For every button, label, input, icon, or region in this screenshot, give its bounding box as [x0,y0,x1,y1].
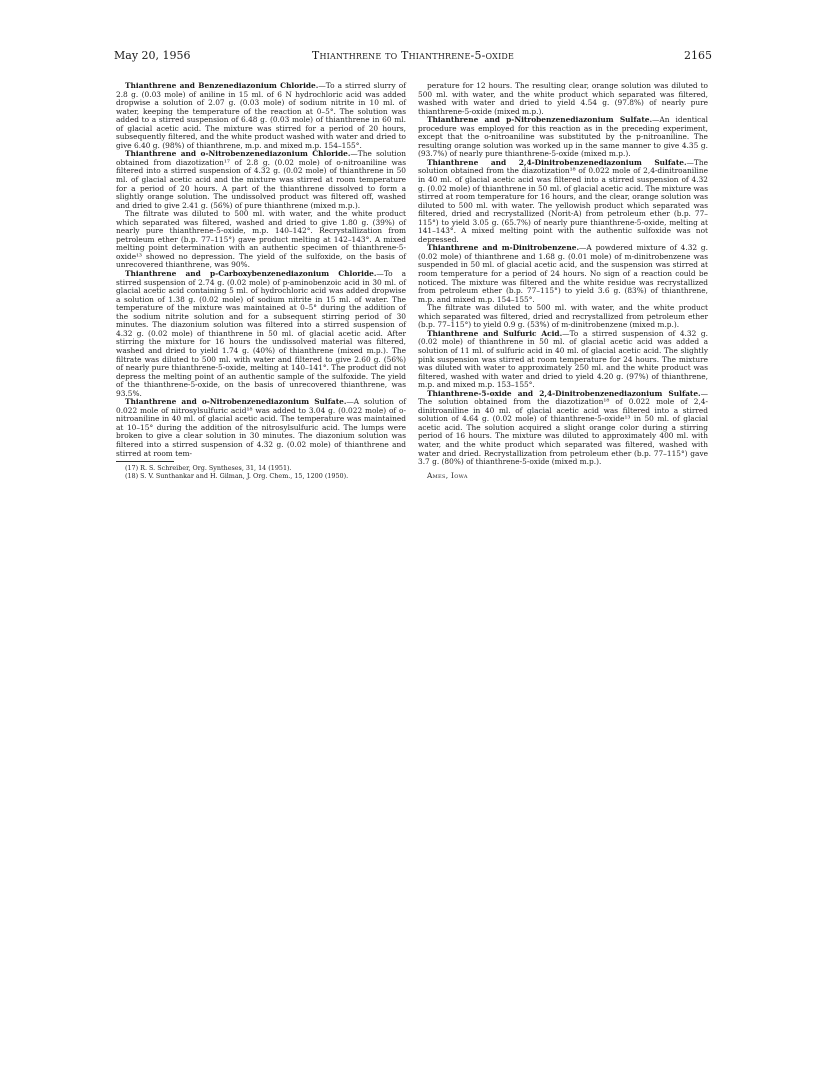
paragraph-text: perature for 12 hours. The resulting clear, orange solution was diluted to 500 ml. with water, and the white product which separated was filtered, washed with water and dried to yield 4.54 g. (97.8%) of nearly pure thianthrene-5-oxide (mixed m.p.). [418,81,708,116]
paragraph-text: The filtrate was diluted to 500 ml. with water, and the white product which separated was filtered, dried and recrystallized from petroleum ether (b.p. 77–115°) to yield 0.9 g. (53%) of m-dinitrobenzene (mixed m.p.). [418,303,708,330]
paragraph [418,330,708,390]
header-date: May 20, 1956 [114,49,191,62]
paragraph [116,210,406,270]
paragraph-text: The filtrate was diluted to 500 ml. with water, and the white product which separated was filtered, washed and dried to give 1.80 g. (39%) of nearly pure thianthrene-5-oxide, m.p. 140–142°. Recrystallization from petroleum ether (b.p. 77–115°) gave product melting at 142–143°. A mixed melting point determination with an authentic specimen of thianthrene-5-oxide¹³ showed no depression. The yield of the sulfoxide, on the basis of unrecovered thianthrene, was 90%. [116,209,406,270]
paragraph [418,116,708,159]
paragraph-text: —The solution obtained from the diazotization¹⁸ of 0.022 mole of 2,4-dinitroaniline in 40 ml. of glacial acetic acid was filtered into a stirred suspension of 4.32 g. (0.02 mole) of thianthrene in 50 ml. of glacial acetic acid. The mixture was stirred at room temperature for 16 hours, and the clear, orange solution was diluted to 500 ml. with water. The yellowish product which separated was filtered, dried and recrystallized (Norit-A) from petroleum ether (b.p. 77–115°) to yield 3.05 g. (65.7%) of nearly pure thianthrene-5-oxide, melting at 141–143°. A mixed melting point with the authentic sulfoxide was not depressed. [418,157,708,244]
paragraph-text: —To a stirred slurry of 2.8 g. (0.03 mole) of aniline in 15 ml. of 6 N hydrochloric acid was added dropwise a solution of 2.07 g. (0.03 mole) of sodium nitrite in 10 ml. of water, keeping the temperature of the reaction at 0–5°. The solution was added to a stirred suspension of 6.48 g. (0.03 mole) of thianthrene in 60 ml. of glacial acetic acid. The mixture was stirred for a period of 20 hours, subsequently filtered, and the white product washed with water and dried to give 6.40 g. (98%) of thianthrene, m.p. and mixed m.p. 154–155°. [116,81,406,150]
running-title: Thianthrene to Thianthrene-5-oxide [311,49,515,62]
author-location: Ames, Iowa [427,470,468,480]
paragraph-text: —A powdered mixture of 4.32 g. (0.02 mole) of thianthrene and 1.68 g. (0.01 mole) of m-dinitrobenzene was suspended in 50 ml. of glacial acetic acid, and the suspension was stirred at room temperature for a period of 24 hours. No sign of a reaction could be noticed. The mixture was filtered and the white residue was recrystallized from petroleum ether (b.p. 77–115°) to yield 3.6 g. (83%) of thianthrene, m.p. and mixed m.p. 154–155°. [418,243,708,304]
paragraph [116,82,406,150]
paragraph [116,398,406,458]
left-column [116,82,406,480]
paragraph-text: —To a stirred suspension of 4.32 g. (0.02 mole) of thianthrene in 50 ml. of glacial acetic acid was added a solution of 11 ml. of sulfuric acid in 40 ml. of glacial acetic acid. The slightly pink suspension was stirred at room temperature for 24 hours. The mixture was diluted with water to approximately 250 ml. and the white product was filtered, washed with water and dried to yield 4.20 g. (97%) of thianthrene, m.p. and mixed m.p. 153–155°. [418,328,708,390]
footnote: (17) R. S. Schreiber, Org. Syntheses, 31, 14 (1951). [125,464,292,473]
paragraph-heading: Thianthrene and o-Nitrobenzenediazonium Chloride. [125,149,351,159]
paragraph [418,159,708,244]
paragraph-text: —The solution obtained from the diazotization¹⁸ of 0.022 mole of 2,4-dinitroaniline in 40 ml. of glacial acetic acid was filtered into a stirred solution of 4.64 g. (0.02 mole) of thianthrene-5-oxide¹³ in 50 ml. of glacial acetic acid. The solution acquired a slight orange color during a stirring period of 16 hours. The mixture was diluted to approximately 400 ml. with water, and the white product which separated was filtered, washed with water and dried. Recrystallization from petroleum ether (b.p. 77–115°) gave 3.7 g. (80%) of thianthrene-5-oxide (mixed m.p.). [418,388,708,467]
page-header [114,49,712,65]
paragraph [116,150,406,210]
paragraph-heading: Thianthrene-5-oxide and 2,4-Dinitrobenzenediazonium Sulfate. [427,388,701,398]
paragraph-heading: Thianthrene and Benzenediazonium Chloride. [125,81,319,90]
paragraph-heading: Thianthrene and 2,4-Dinitrobenzenediazonium Sulfate. [427,157,687,167]
paragraph [418,304,708,330]
paragraph [418,244,708,304]
paragraph [116,270,406,398]
footnote-divider [116,461,174,462]
paragraph-text: —An identical procedure was employed for this reaction as in the preceding experiment, except that the o-nitroaniline was substituted by the p-nitroaniline. The resulting orange solution was worked up in the same manner to give 4.35 g. (93.7%) of nearly pure thianthrene-5-oxide (mixed m.p.). [418,115,708,159]
paragraph-heading: Thianthrene and o-Nitrobenzenediazonium Sulfate. [125,397,347,407]
paragraph [418,390,708,467]
paragraph-text: —The solution obtained from diazotization¹⁷ of 2.8 g. (0.02 mole) of o-nitroaniline was filtered into a stirred suspension of 4.32 g. (0.02 mole) of thianthrene in 50 ml. of glacial acetic acid and the mixture was stirred at room temperature for a period of 20 hours. A part of the thianthrene dissolved to form a slightly orange solution. The undissolved product was filtered off, washed and dried to give 2.41 g. (56%) of pure thianthrene (mixed m.p.). [116,149,406,210]
paragraph-heading: Thianthrene and Sulfuric Acid. [427,328,563,338]
paragraph-heading: Thianthrene and m-Dinitrobenzene. [427,243,580,253]
paragraph-heading: Thianthrene and p-Carboxybenzenediazonium Chloride. [125,269,377,279]
paragraph-text: —A solution of 0.022 mole of nitrosylsulfuric acid¹⁸ was added to 3.04 g. (0.022 mole) of o-nitroaniline in 40 ml. of glacial acetic acid. The temperature was maintained at 10–15° during the addition of the nitrosylsulfuric acid. The lumps were broken to give a clear solution in 30 minutes. The diazonium solution was filtered into a stirred suspension of 4.32 g. (0.02 mole) of thianthrene and stirred at room tem- [116,397,406,458]
page-number: 2165 [684,49,712,62]
paragraph-text: —To a stirred suspension of 2.74 g. (0.02 mole) of p-aminobenzoic acid in 30 ml. of glacial acetic acid containing 5 ml. of hydrochloric acid was added dropwise a solution of 1.38 g. (0.02 mole) of sodium nitrite in 15 ml. of water. The temperature of the mixture was maintained at 0–5° during the addition of the sodium nitrite solution and for a subsequent stirring period of 30 minutes. The diazonium solution was filtered into a stirred suspension of 4.32 g. (0.02 mole) of thianthrene in 50 ml. of glacial acetic acid. After stirring the mixture for 16 hours the undissolved material was filtered, washed and dried to yield 1.74 g. (40%) of thianthrene (mixed m.p.). The filtrate was diluted to 500 ml. with water and filtered to give 2.60 g. (56%) of nearly pure thianthrene-5-oxide, melting at 140–141°. The product did not depress the melting point of an authentic sample of the sulfoxide. The yield of the thianthrene-5-oxide, on the basis of unrecovered thianthrene, was 93.5%. [116,269,406,398]
paragraph [418,82,708,116]
right-column [418,82,708,480]
paragraph-heading: Thianthrene and p-Nitrobenzenediazonium Sulfate. [427,115,653,125]
footnote: (18) S. V. Sunthankar and H. Gilman, J. Org. Chem., 15, 1200 (1950). [125,471,349,480]
